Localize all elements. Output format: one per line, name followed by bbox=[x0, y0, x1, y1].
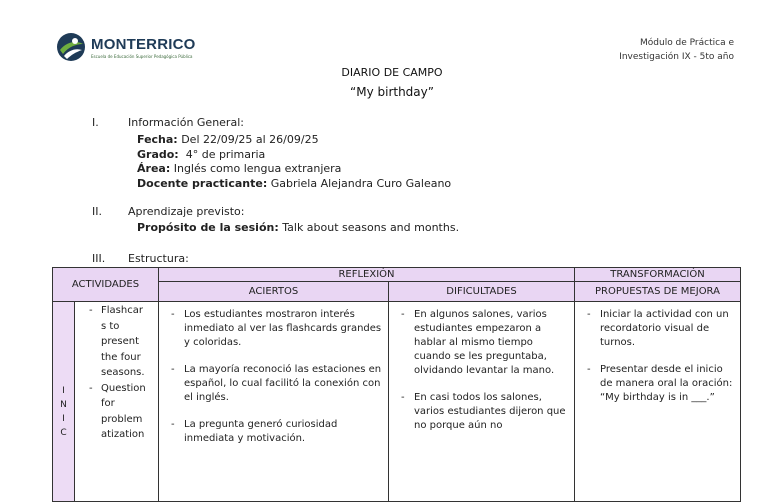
list-item: - En casi todos los salones, varios estudiantes dijeron que no porque aún no bbox=[401, 391, 568, 433]
list-item: - Presentar desde el inicio de manera oral la oración: “My birthday is in ___.” bbox=[587, 363, 734, 405]
header-actividades: ACTIVIDADES bbox=[53, 268, 159, 302]
fecha-line bbox=[137, 133, 319, 146]
structure-table bbox=[52, 267, 741, 502]
header-propuestas: PROPUESTAS DE MEJORA bbox=[575, 282, 741, 302]
table-row bbox=[53, 302, 741, 502]
aciertos-cell bbox=[159, 302, 389, 502]
list-item: - La mayoría reconoció las estaciones en español, lo cual facilitó la conexión con el inglés. bbox=[171, 363, 382, 405]
document-subtitle: “My birthday” bbox=[350, 85, 434, 99]
header-transformacion: TRANSFORMACIÓN bbox=[575, 268, 741, 282]
module-line-2: Investigación IX - 5to año bbox=[619, 52, 734, 62]
phase-inicio-label: I N I C bbox=[53, 302, 75, 502]
list-item: - Los estudiantes mostraron interés inmediato al ver las flashcards grandes y coloridas. bbox=[171, 308, 382, 350]
section-2-number: II. bbox=[92, 205, 102, 218]
header-aciertos: ACIERTOS bbox=[159, 282, 389, 302]
grado-line bbox=[137, 148, 265, 161]
section-1-heading: Información General: bbox=[128, 116, 244, 129]
docente-value: Gabriela Alejandra Curo Galeano bbox=[267, 177, 452, 190]
fecha-value: Del 22/09/25 al 26/09/25 bbox=[177, 133, 319, 146]
logo-name: MONTERRICO bbox=[91, 36, 196, 53]
propuestas-cell bbox=[575, 302, 741, 502]
header-dificultades: DIFICULTADES bbox=[389, 282, 575, 302]
list-item: - Flashcar s to present the four seasons. bbox=[89, 303, 154, 381]
docente-label: Docente practicante: bbox=[137, 177, 268, 190]
module-label bbox=[619, 36, 734, 64]
area-label: Área: bbox=[137, 162, 171, 175]
actividades-cell bbox=[75, 302, 159, 502]
proposito-line bbox=[137, 221, 459, 234]
fecha-label: Fecha: bbox=[137, 133, 178, 146]
section-3-heading: Estructura: bbox=[128, 252, 189, 265]
section-2-heading: Aprendizaje previsto: bbox=[128, 205, 245, 218]
dificultades-cell bbox=[389, 302, 575, 502]
area-line bbox=[137, 162, 341, 175]
logo-emblem-icon bbox=[56, 32, 86, 62]
section-3-number: III. bbox=[92, 252, 106, 265]
document-title: DIARIO DE CAMPO bbox=[341, 66, 443, 79]
logo-subtitle: Escuela de Educación Superior Pedagógica Pública bbox=[91, 54, 193, 59]
section-1-number: I. bbox=[92, 116, 99, 129]
grado-value: 4° de primaria bbox=[178, 148, 266, 161]
module-line-1: Módulo de Práctica e bbox=[640, 38, 734, 48]
proposito-value: Talk about seasons and months. bbox=[278, 221, 460, 234]
grado-label: Grado: bbox=[137, 148, 179, 161]
proposito-label: Propósito de la sesión: bbox=[137, 221, 279, 234]
header-reflexion: REFLEXIÓN bbox=[159, 268, 575, 282]
list-item: - Question for problem atization bbox=[89, 381, 154, 443]
list-item: - En algunos salones, varios estudiantes empezaron a hablar al mismo tiempo cuando se les preguntaba, olvidando levantar la mano. bbox=[401, 308, 568, 378]
list-item: - Iniciar la actividad con un recordatorio visual de turnos. bbox=[587, 308, 734, 350]
area-value: Inglés como lengua extranjera bbox=[170, 162, 342, 175]
docente-line bbox=[137, 177, 451, 190]
list-item: - La pregunta generó curiosidad inmediata y motivación. bbox=[171, 418, 382, 446]
school-logo bbox=[56, 32, 196, 64]
